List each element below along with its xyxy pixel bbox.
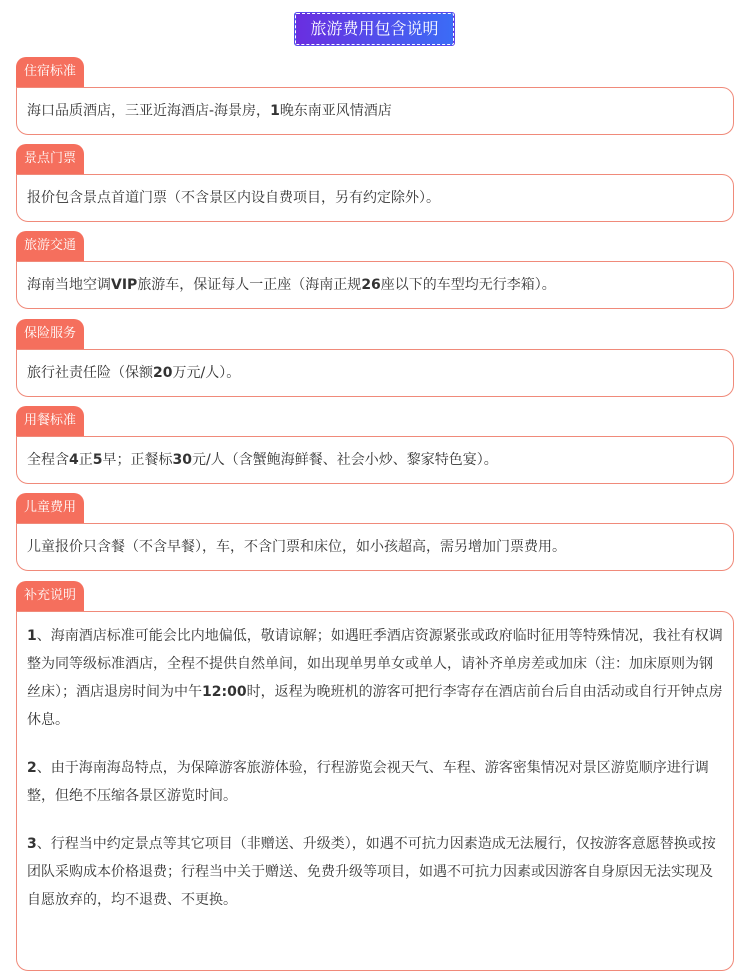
section-text: 全程含4正5早；正餐标30元/人（含蟹鲍海鲜餐、社会小炒、黎家特色宴）。: [27, 452, 498, 468]
section-text: 旅行社责任险（保额20万元/人）。: [27, 365, 241, 381]
section-box: [16, 523, 734, 571]
section-box: [16, 87, 734, 135]
section-tag: 保险服务: [16, 319, 84, 349]
section-box: [16, 349, 734, 397]
supplement-paragraph: 1、海南酒店标准可能会比内地偏低，敬请谅解；如遇旺季酒店资源紧张或政府临时征用等特殊情况，我社有权调整为同等级标准酒店，全程不提供自然单间，如出现单男单女或单人，请补齐单房差或加床（注：加床原则为钢丝床）；酒店退房时间为中午12:00时，返程为晚班机的游客可把行李寄存在酒店前台后自由活动或自行开钟点房休息。: [27, 628, 723, 728]
section-text: 报价包含景点首道门票（不含景区内设自费项目，另有约定除外）。: [27, 190, 440, 206]
section-tag: 儿童费用: [16, 493, 84, 523]
section-text: 海南当地空调VIP旅游车，保证每人一正座（海南正规26座以下的车型均无行李箱）。: [27, 277, 556, 293]
section-text: 海口品质酒店，三亚近海酒店-海景房，1晚东南亚风情酒店: [27, 103, 392, 119]
section-tag: 住宿标准: [16, 57, 84, 87]
supplement-paragraph: 3、行程当中约定景点等其它项目（非赠送、升级类），如遇不可抗力因素造成无法履行，仅按游客意愿替换或按团队采购成本价格退费；行程当中关于赠送、免费升级等项目，如遇不可抗力因素或因游客自身原因无法实现及自愿放弃的，均不退费、不更换。: [27, 836, 716, 908]
section-box: [16, 261, 734, 309]
section-tag: 补充说明: [16, 581, 84, 611]
section-tag: 景点门票: [16, 144, 84, 174]
section-box: [16, 611, 734, 971]
page-header: [0, 13, 749, 45]
section-box: [16, 174, 734, 222]
section-tag: 旅游交通: [16, 231, 84, 261]
page-title: 旅游费用包含说明: [295, 13, 453, 45]
section-tag: 用餐标准: [16, 406, 84, 436]
section-box: [16, 436, 734, 484]
supplement-paragraph: 2、由于海南海岛特点，为保障游客旅游体验，行程游览会视天气、车程、游客密集情况对景区游览顺序进行调整，但绝不压缩各景区游览时间。: [27, 760, 709, 804]
section-text: 儿童报价只含餐（不含早餐），车，不含门票和床位，如小孩超高，需另增加门票费用。: [27, 539, 566, 555]
